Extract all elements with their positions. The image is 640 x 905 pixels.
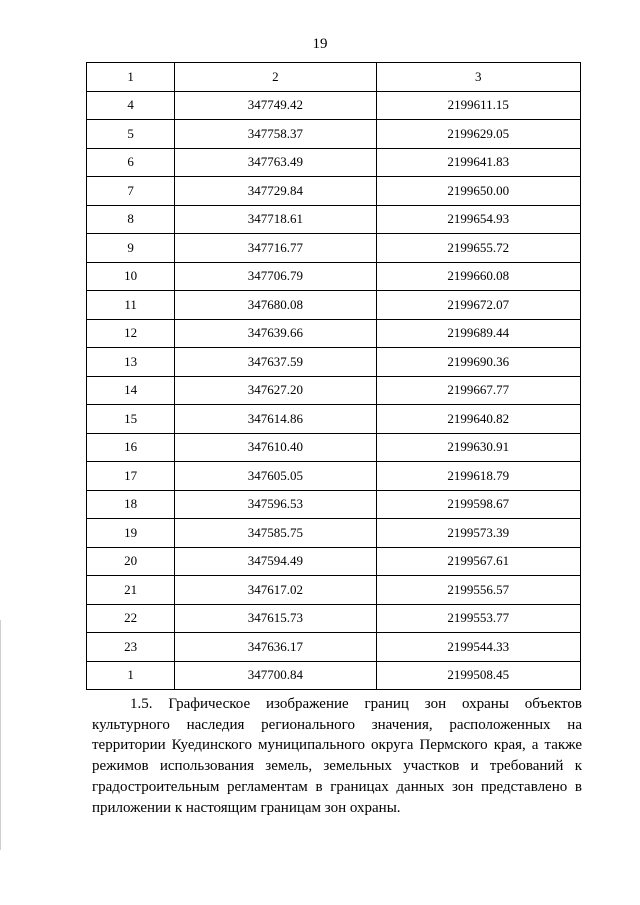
table-row: [87, 262, 581, 291]
y-coordinate-cell: 2199611.15: [376, 91, 580, 120]
x-coordinate-cell: 347763.49: [175, 148, 376, 177]
y-coordinate-cell: 2199667.77: [376, 376, 580, 405]
table-row: [87, 234, 581, 263]
y-coordinate-cell: 2199544.33: [376, 633, 580, 662]
x-coordinate-cell: 347706.79: [175, 262, 376, 291]
point-number-cell: 6: [87, 148, 175, 177]
point-number-cell: 4: [87, 91, 175, 120]
table-row: [87, 91, 581, 120]
table-row: [87, 291, 581, 320]
y-coordinate-cell: 2199618.79: [376, 462, 580, 491]
y-coordinate-cell: 2199553.77: [376, 604, 580, 633]
x-coordinate-cell: 347639.66: [175, 319, 376, 348]
y-coordinate-cell: 2199630.91: [376, 433, 580, 462]
y-coordinate-cell: 2199598.67: [376, 490, 580, 519]
point-number-cell: 22: [87, 604, 175, 633]
header-cell-3: 3: [376, 63, 580, 92]
y-coordinate-cell: 2199689.44: [376, 319, 580, 348]
point-number-cell: 19: [87, 519, 175, 548]
point-number-cell: 9: [87, 234, 175, 263]
point-number-cell: 11: [87, 291, 175, 320]
table-row: [87, 490, 581, 519]
y-coordinate-cell: 2199567.61: [376, 547, 580, 576]
table-row: [87, 148, 581, 177]
table-row: [87, 376, 581, 405]
table-row: [87, 519, 581, 548]
y-coordinate-cell: 2199654.93: [376, 205, 580, 234]
y-coordinate-cell: 2199629.05: [376, 120, 580, 149]
point-number-cell: 10: [87, 262, 175, 291]
y-coordinate-cell: 2199660.08: [376, 262, 580, 291]
point-number-cell: 8: [87, 205, 175, 234]
x-coordinate-cell: 347596.53: [175, 490, 376, 519]
table-header-row: [87, 63, 581, 92]
x-coordinate-cell: 347716.77: [175, 234, 376, 263]
x-coordinate-cell: 347585.75: [175, 519, 376, 548]
scan-edge-line: [0, 620, 1, 850]
y-coordinate-cell: 2199640.82: [376, 405, 580, 434]
x-coordinate-cell: 347627.20: [175, 376, 376, 405]
point-number-cell: 23: [87, 633, 175, 662]
x-coordinate-cell: 347637.59: [175, 348, 376, 377]
point-number-cell: 14: [87, 376, 175, 405]
x-coordinate-cell: 347718.61: [175, 205, 376, 234]
y-coordinate-cell: 2199508.45: [376, 661, 580, 690]
table-row: [87, 120, 581, 149]
table-row: [87, 205, 581, 234]
table-row: [87, 462, 581, 491]
table-row: [87, 405, 581, 434]
point-number-cell: 21: [87, 576, 175, 605]
table-row: [87, 576, 581, 605]
x-coordinate-cell: 347617.02: [175, 576, 376, 605]
point-number-cell: 13: [87, 348, 175, 377]
point-number-cell: 18: [87, 490, 175, 519]
table-row: [87, 177, 581, 206]
x-coordinate-cell: 347605.05: [175, 462, 376, 491]
x-coordinate-cell: 347610.40: [175, 433, 376, 462]
y-coordinate-cell: 2199650.00: [376, 177, 580, 206]
point-number-cell: 12: [87, 319, 175, 348]
table-row: [87, 633, 581, 662]
y-coordinate-cell: 2199641.83: [376, 148, 580, 177]
point-number-cell: 16: [87, 433, 175, 462]
point-number-cell: 20: [87, 547, 175, 576]
x-coordinate-cell: 347614.86: [175, 405, 376, 434]
page-number: 19: [312, 36, 328, 52]
table-row: [87, 604, 581, 633]
table-row: [87, 348, 581, 377]
x-coordinate-cell: 347615.73: [175, 604, 376, 633]
table-row: [87, 547, 581, 576]
table-row: [87, 661, 581, 690]
y-coordinate-cell: 2199556.57: [376, 576, 580, 605]
table-row: [87, 433, 581, 462]
y-coordinate-cell: 2199690.36: [376, 348, 580, 377]
point-number-cell: 5: [87, 120, 175, 149]
point-number-cell: 7: [87, 177, 175, 206]
x-coordinate-cell: 347680.08: [175, 291, 376, 320]
table-row: [87, 319, 581, 348]
point-number-cell: 1: [87, 661, 175, 690]
x-coordinate-cell: 347729.84: [175, 177, 376, 206]
x-coordinate-cell: 347749.42: [175, 91, 376, 120]
x-coordinate-cell: 347636.17: [175, 633, 376, 662]
header-cell-1: 1: [87, 63, 175, 92]
y-coordinate-cell: 2199573.39: [376, 519, 580, 548]
y-coordinate-cell: 2199655.72: [376, 234, 580, 263]
x-coordinate-cell: 347594.49: [175, 547, 376, 576]
section-paragraph: 1.5. Графическое изображение границ зон охраны объектов культурного наследия регионального значения, расположенных на территории Куединского муниципального округа Пермского края, а также режимов использования земель, земельных участков и требований к градостроительным регламентам в границах данных зон представлено в приложении к настоящим границам зон охраны.: [92, 696, 582, 816]
point-number-cell: 15: [87, 405, 175, 434]
y-coordinate-cell: 2199672.07: [376, 291, 580, 320]
x-coordinate-cell: 347758.37: [175, 120, 376, 149]
point-number-cell: 17: [87, 462, 175, 491]
x-coordinate-cell: 347700.84: [175, 661, 376, 690]
coordinates-table: [86, 62, 581, 690]
header-cell-2: 2: [175, 63, 376, 92]
